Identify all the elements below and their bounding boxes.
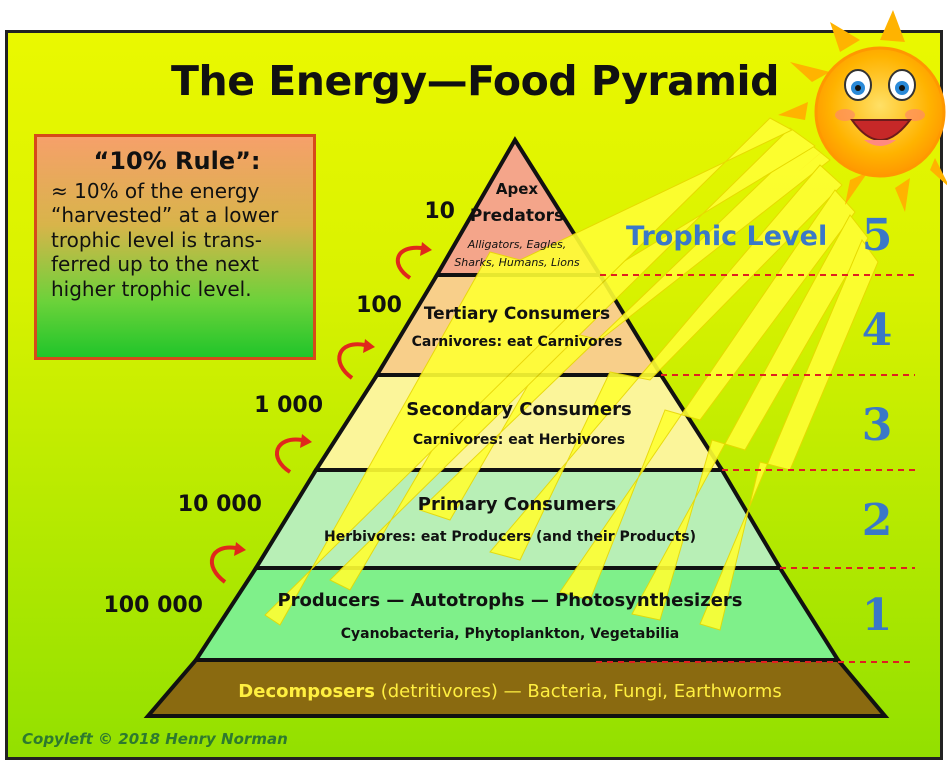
tier-4-name: Tertiary Consumers [423,304,611,324]
tier-5-name-line2: Predators [469,206,565,226]
rule-box-heading: “10% Rule”: [93,147,261,175]
rule-box-text: ≈ 10% of the energy “harvested” at a lower trophic level is trans-ferred up to the next higher trophic level. [51,179,279,301]
trophic-level-2: 2 [861,495,893,546]
energy-value-level-3: 1 000 [254,393,323,418]
sun-icon [778,10,947,212]
tier-1-name: Producers — Autotrophs — Photosynthesizers [277,590,743,611]
copyright-notice: Copyleft © 2018 Henry Norman [22,730,288,748]
tier-1-examples: Cyanobacteria, Phytoplankton, Vegetabilia [340,626,680,642]
energy-value-level-2: 10 000 [177,492,262,517]
decomposers-label: Decomposers [238,681,376,702]
tier-5-name-line1: Apex [495,180,539,198]
tier-3-name: Secondary Consumers [406,399,632,420]
decomposers-text: (detritivores) — Bacteria, Fungi, Earthworms [375,681,782,702]
tier-3-examples: Carnivores: eat Herbivores [412,432,626,448]
trophic-level-heading: Trophic Level [626,221,828,252]
ten-percent-rule-box [34,134,316,360]
trophic-level-5: 5 [861,210,893,261]
tier-1-producers [196,568,838,660]
tier-2-name: Primary Consumers [417,494,617,515]
trophic-level-3: 3 [861,400,893,451]
tier-4-examples: Carnivores: eat Carnivores [411,334,623,350]
energy-value-level-1: 100 000 [103,593,203,618]
tier-2-examples: Herbivores: eat Producers (and their Products) [323,529,697,545]
decomposers-line [238,681,781,702]
energy-value-level-5: 10 [424,199,455,224]
tier-5-examples-line2: Sharks, Humans, Lions [454,256,580,269]
trophic-level-1: 1 [861,590,893,641]
tier-5-examples-line1: Alligators, Eagles, [467,238,567,251]
energy-value-level-4: 100 [356,293,402,318]
trophic-level-4: 4 [861,305,893,356]
page-title: The Energy—Food Pyramid [171,57,779,105]
